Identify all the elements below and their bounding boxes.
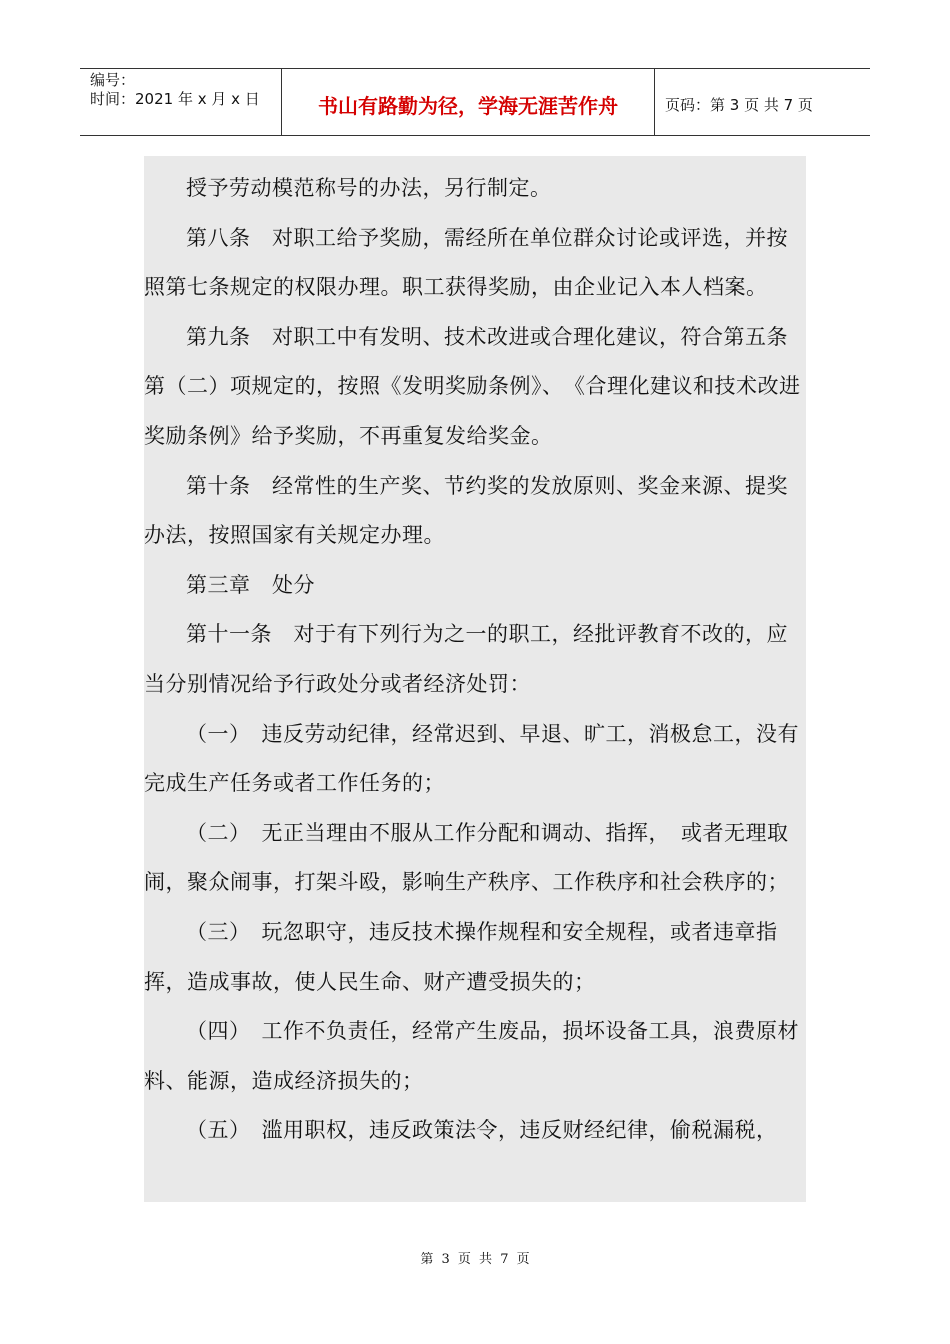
list-item: （一） 违反劳动纪律，经常迟到、早退、旷工，消极怠工，没有完成生产任务或者工作任务的； [144, 721, 799, 796]
page-header [80, 68, 870, 136]
header-motto: 书山有路勤为径，学海无涯苦作舟 [282, 69, 655, 135]
header-meta [80, 69, 282, 135]
list-item: （三） 玩忽职守，违反技术操作规程和安全规程，或者违章指挥，造成事故，使人民生命、财产遭受损失的； [144, 919, 778, 994]
list-item: （二） 无正当理由不服从工作分配和调动、指挥， 或者无理取闹，聚众闹事，打架斗殴，影响生产秩序、工作秩序和社会秩序的； [144, 820, 789, 895]
list-item: （四） 工作不负责任，经常产生废品，损坏设备工具，浪费原材料、能源，造成经济损失的； [144, 1019, 799, 1093]
paragraph: 授予劳动模范称号的办法，另行制定。 [186, 176, 552, 200]
doc-time-label: 时间：2021 年 x 月 x 日 [90, 90, 260, 108]
paragraph: 第九条 对职工中有发明、技术改进或合理化建议，符合第五条第（二）项规定的，按照《发明奖励条例》、 《合理化建议和技术改进奖励条例》给予奖励，不再重复发给奖金。 [144, 324, 801, 448]
header-page-info: 页码：第 3 页 共 7 页 [665, 95, 813, 114]
paragraph: 第十一条 对于有下列行为之一的职工，经批评教育不改的，应当分别情况给予行政处分或者经济处罚： [144, 622, 788, 696]
document-body [144, 156, 806, 1202]
page-footer: 第 3 页 共 7 页 [420, 1252, 530, 1267]
chapter-heading: 第三章 处分 [186, 572, 315, 597]
list-item: （五） 滥用职权，违反政策法令，违反财经纪律，偷税漏税， [186, 1118, 778, 1143]
paragraph: 第八条 对职工给予奖励，需经所在单位群众讨论或评选，并按照第七条规定的权限办理。职工获得奖励，由企业记入本人档案。 [144, 225, 788, 300]
doc-number-label: 编号： [90, 71, 136, 89]
paragraph: 第十条 经常性的生产奖、节约奖的发放原则、奖金来源、提奖办法，按照国家有关规定办理。 [144, 473, 788, 548]
